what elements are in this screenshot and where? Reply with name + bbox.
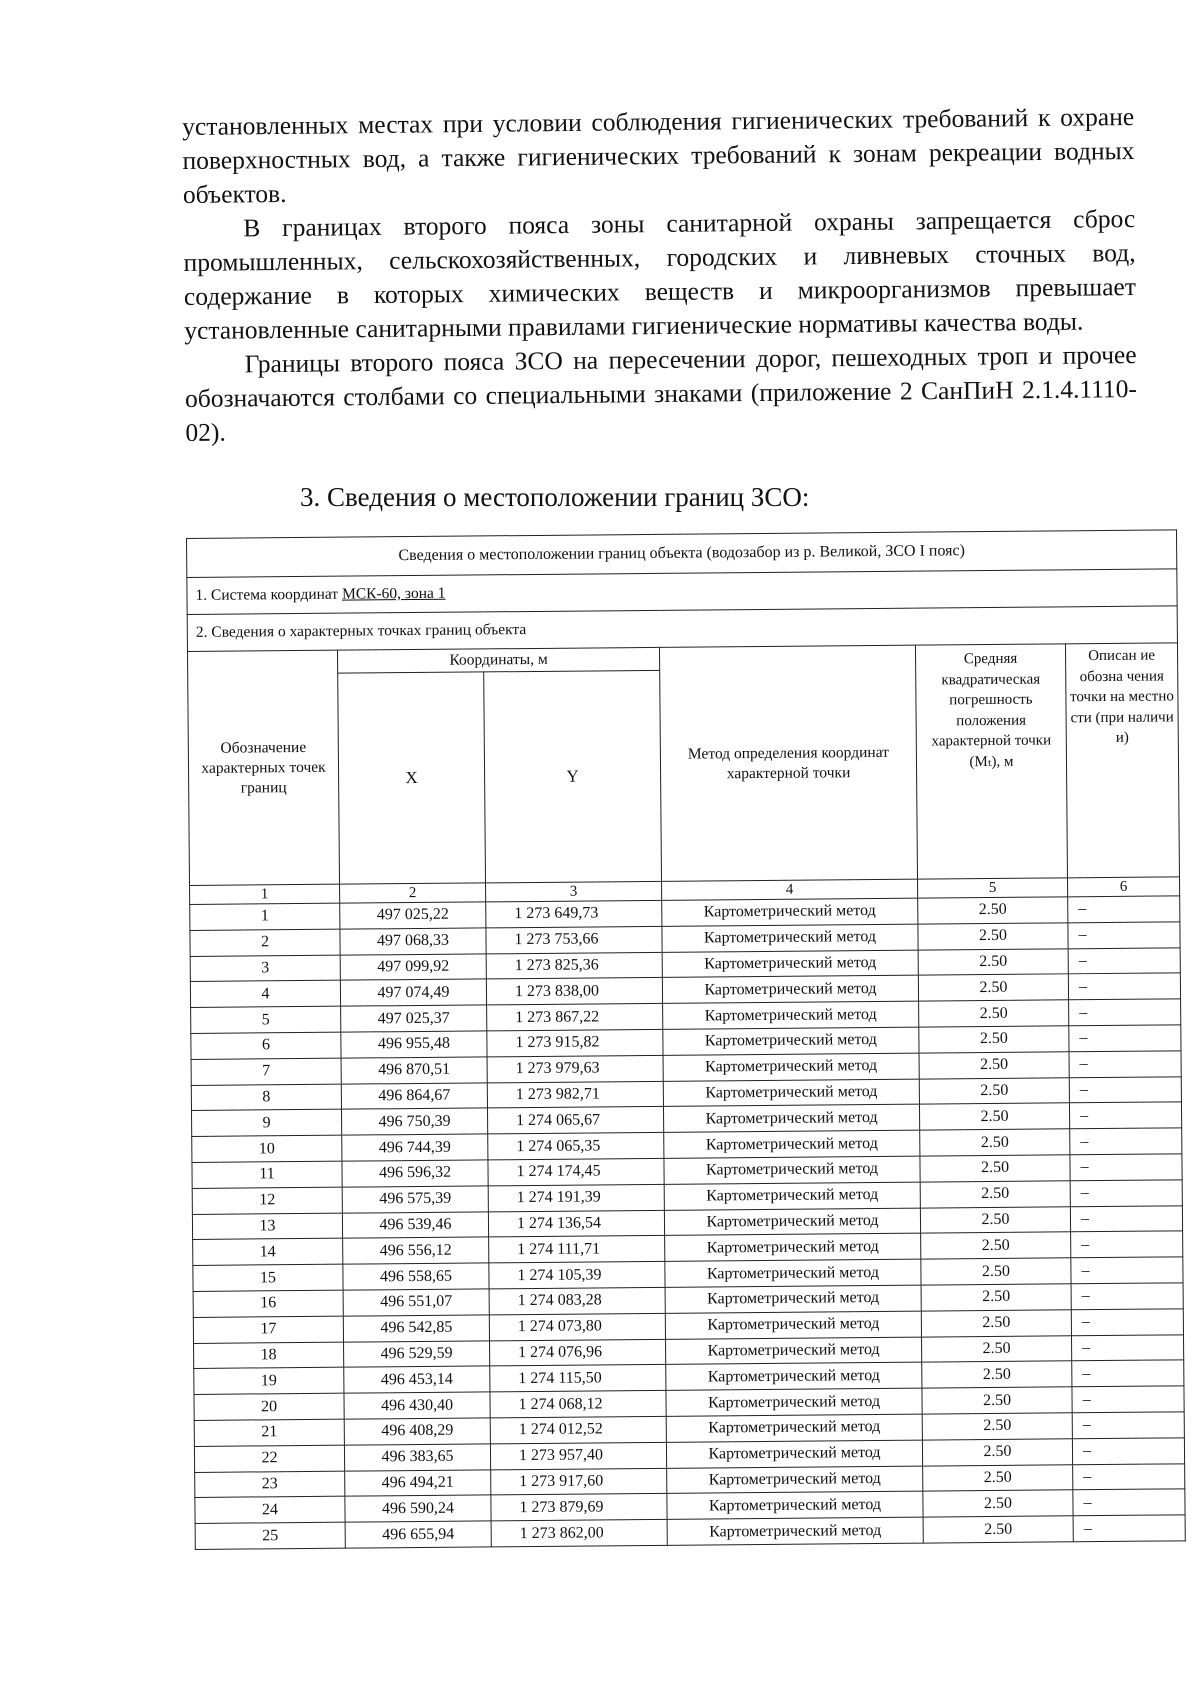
point-id-cell: 16 [193,1290,343,1317]
x-coordinate-cell: 497 025,22 [340,902,486,929]
error-cell: 2.50 [920,1129,1070,1156]
table-caption: Сведения о местоположении границ объекта (водозабор из р. Великой, ЗСО I пояс) [187,530,1177,578]
point-id-cell: 23 [195,1471,345,1498]
method-cell: Картометрический метод [667,1491,923,1519]
error-cell: 2.50 [920,1206,1070,1233]
point-id-cell: 20 [194,1393,344,1420]
description-cell: – [1073,1463,1185,1490]
paragraph-1: установленных местах при условии соблюдения гигиенических требований к охране поверхностных вод, а также гигиенических требований к зонам рекреации водных объектов. [182,102,1135,209]
description-cell: – [1073,1489,1185,1516]
method-cell: Картометрический метод [665,1311,921,1339]
points-section-title: 2. Сведения о характерных точках границ объекта [187,606,1177,652]
point-id-cell: 4 [190,981,340,1008]
point-id-cell: 11 [192,1161,342,1188]
x-coordinate-cell: 496 750,39 [341,1108,487,1135]
description-cell: – [1070,1128,1182,1155]
error-cell: 2.50 [919,1052,1069,1079]
description-cell: – [1070,1180,1182,1207]
point-id-cell: 5 [191,1006,341,1033]
body-text [182,100,1138,450]
method-cell: Картометрический метод [664,1156,920,1184]
point-id-cell: 15 [193,1264,343,1291]
table-body [190,896,1186,1550]
error-cell: 2.50 [921,1258,1071,1285]
x-coordinate-cell: 496 864,67 [341,1082,487,1109]
column-number: 3 [486,881,662,902]
x-coordinate-cell: 496 539,46 [342,1211,488,1238]
error-cell: 2.50 [921,1310,1071,1337]
y-coordinate-cell: 1 273 825,36 [486,952,662,979]
y-coordinate-cell: 1 274 065,35 [488,1133,664,1160]
y-coordinate-cell: 1 273 915,82 [487,1029,663,1056]
x-coordinate-cell: 496 590,24 [345,1495,491,1522]
description-cell: – [1068,973,1180,1000]
method-cell: Картометрический метод [665,1259,921,1287]
boundary-table-wrapper [186,529,1185,1550]
description-cell: – [1072,1412,1184,1439]
method-cell: Картометрический метод [664,1208,920,1236]
y-coordinate-cell: 1 273 838,00 [486,978,662,1005]
paragraph-3: Границы второго пояса ЗСО на пересечении дорог, пешеходных троп и прочее обозначаются столбами со специальными знаками (приложение 2 СанПиН 2.1.4.1110-02). [184,340,1138,447]
error-cell: 2.50 [922,1413,1072,1440]
point-id-cell: 6 [191,1032,341,1059]
x-coordinate-cell: 496 542,85 [343,1315,489,1342]
point-id-cell: 21 [194,1419,344,1446]
x-coordinate-cell: 496 430,40 [344,1392,490,1419]
error-cell: 2.50 [920,1181,1070,1208]
column-number: 5 [918,878,1068,898]
method-cell: Картометрический метод [666,1414,922,1442]
error-cell: 2.50 [919,1000,1069,1027]
x-coordinate-cell: 496 744,39 [342,1134,488,1161]
method-cell: Картометрический метод [667,1466,923,1494]
x-coordinate-cell: 496 383,65 [344,1444,490,1471]
description-cell: – [1071,1334,1183,1361]
column-number: 6 [1067,877,1179,897]
error-cell: 2.50 [920,1155,1070,1182]
x-coordinate-cell: 496 655,94 [345,1521,491,1548]
y-coordinate-cell: 1 274 115,50 [490,1365,666,1392]
point-id-cell: 3 [190,955,340,982]
column-number: 2 [340,883,486,903]
method-cell: Картометрический метод [662,924,918,952]
y-coordinate-cell: 1 274 012,52 [490,1416,666,1443]
point-id-cell: 24 [195,1496,345,1523]
error-cell: 2.50 [921,1284,1071,1311]
error-cell: 2.50 [922,1361,1072,1388]
point-id-cell: 12 [192,1187,342,1214]
y-coordinate-cell: 1 273 957,40 [490,1442,666,1469]
x-coordinate-cell: 496 575,39 [342,1186,488,1213]
column-number: 4 [662,879,918,900]
point-id-cell: 25 [195,1522,345,1549]
y-coordinate-cell: 1 274 191,39 [488,1184,664,1211]
header-description: Описан ие обозна чения точки на местно сти (при наличи и) [1065,643,1179,878]
y-coordinate-cell: 1 273 879,69 [491,1494,667,1521]
x-coordinate-cell: 496 551,07 [343,1289,489,1316]
method-cell: Картометрический метод [667,1517,923,1545]
error-cell: 2.50 [919,1026,1069,1053]
error-cell: 2.50 [922,1387,1072,1414]
x-coordinate-cell: 497 074,49 [340,979,486,1006]
y-coordinate-cell: 1 273 982,71 [487,1081,663,1108]
method-cell: Картометрический метод [664,1130,920,1158]
description-cell: – [1072,1360,1184,1387]
header-coordinates: Координаты, м [337,647,659,673]
point-id-cell: 18 [194,1342,344,1369]
x-coordinate-cell: 496 408,29 [344,1418,490,1445]
description-cell: – [1073,1515,1185,1542]
method-cell: Картометрический метод [665,1233,921,1261]
error-cell: 2.50 [922,1439,1072,1466]
coordinate-system-label: 1. Система координат [195,585,343,604]
y-coordinate-cell: 1 273 649,73 [486,900,662,927]
error-cell: 2.50 [919,1077,1069,1104]
boundary-points-table [186,529,1186,1550]
point-id-cell: 13 [192,1213,342,1240]
description-cell: – [1070,1154,1182,1181]
header-x: X [338,672,486,884]
point-id-cell: 19 [194,1367,344,1394]
error-cell: 2.50 [923,1464,1073,1491]
y-coordinate-cell: 1 274 076,96 [490,1339,666,1366]
coordinate-system-value: МСК-60, зона 1 [341,584,446,603]
method-cell: Картометрический метод [663,1027,919,1055]
description-cell: – [1071,1309,1183,1336]
y-coordinate-cell: 1 274 083,28 [489,1287,665,1314]
error-cell: 2.50 [918,948,1068,975]
header-method: Метод определения координат характерной точки [659,645,917,881]
point-id-cell: 14 [193,1239,343,1266]
error-cell: 2.50 [919,1103,1069,1130]
point-id-cell: 7 [191,1058,341,1085]
y-coordinate-cell: 1 274 073,80 [489,1313,665,1340]
method-cell: Картометрический метод [666,1362,922,1390]
description-cell: – [1071,1257,1183,1284]
y-coordinate-cell: 1 273 979,63 [487,1055,663,1082]
method-cell: Картометрический метод [663,1001,919,1029]
y-coordinate-cell: 1 274 111,71 [489,1236,665,1263]
description-cell: – [1070,1205,1182,1232]
error-cell: 2.50 [921,1232,1071,1259]
y-coordinate-cell: 1 273 753,66 [486,926,662,953]
header-y: Y [484,670,662,883]
error-cell: 2.50 [923,1490,1073,1517]
description-cell: – [1069,1076,1181,1103]
error-cell: 2.50 [918,897,1068,924]
description-cell: – [1071,1231,1183,1258]
point-id-cell: 10 [192,1135,342,1162]
description-cell: – [1069,1025,1181,1052]
error-cell: 2.50 [918,974,1068,1001]
description-cell: – [1072,1386,1184,1413]
y-coordinate-cell: 1 274 136,54 [488,1210,664,1237]
y-coordinate-cell: 1 274 105,39 [489,1262,665,1289]
header-error: Средняя квадратическая погрешность положения характерной точки (Mₜ), м [915,644,1067,879]
error-cell: 2.50 [921,1335,1071,1362]
method-cell: Картометрический метод [663,1079,919,1107]
method-cell: Картометрический метод [662,976,918,1004]
description-cell: – [1068,947,1180,974]
x-coordinate-cell: 496 529,59 [344,1340,490,1367]
description-cell: – [1068,896,1180,923]
point-id-cell: 22 [194,1445,344,1472]
x-coordinate-cell: 496 596,32 [342,1160,488,1187]
x-coordinate-cell: 497 099,92 [340,953,486,980]
method-cell: Картометрический метод [664,1182,920,1210]
y-coordinate-cell: 1 273 862,00 [491,1519,667,1546]
x-coordinate-cell: 496 453,14 [344,1366,490,1393]
point-id-cell: 2 [190,929,340,956]
point-id-cell: 9 [191,1110,341,1137]
point-id-cell: 17 [193,1316,343,1343]
description-cell: – [1068,922,1180,949]
error-cell: 2.50 [923,1516,1073,1543]
description-cell: – [1071,1283,1183,1310]
description-cell: – [1069,1051,1181,1078]
x-coordinate-cell: 497 068,33 [340,928,486,955]
x-coordinate-cell: 497 025,37 [341,1005,487,1032]
description-cell: – [1069,999,1181,1026]
method-cell: Картометрический метод [665,1285,921,1313]
y-coordinate-cell: 1 274 174,45 [488,1158,664,1185]
description-cell: – [1069,1102,1181,1129]
x-coordinate-cell: 496 955,48 [341,1031,487,1058]
point-id-cell: 8 [191,1084,341,1111]
method-cell: Картометрический метод [663,1104,919,1132]
method-cell: Картометрический метод [666,1388,922,1416]
y-coordinate-cell: 1 274 065,67 [487,1107,663,1134]
description-cell: – [1072,1438,1184,1465]
paragraph-2: В границах второго пояса зоны санитарной охраны запрещается сброс промышленных, сельскохозяйственных, городских и ливневых сточных вод, содержание в которых химических веществ и микроорганизмов превышает установленные санитарными правилами гигиенические нормативы качества воды. [183,204,1137,345]
x-coordinate-cell: 496 558,65 [343,1263,489,1290]
error-cell: 2.50 [918,923,1068,950]
y-coordinate-cell: 1 273 917,60 [491,1468,667,1495]
header-designation: Обозначение характерных точек границ [187,650,339,885]
y-coordinate-cell: 1 274 068,12 [490,1390,666,1417]
point-id-cell: 1 [190,903,340,930]
method-cell: Картометрический метод [666,1337,922,1365]
x-coordinate-cell: 496 556,12 [343,1237,489,1264]
x-coordinate-cell: 496 494,21 [345,1469,491,1496]
method-cell: Картометрический метод [663,1053,919,1081]
y-coordinate-cell: 1 273 867,22 [487,1004,663,1031]
method-cell: Картометрический метод [666,1440,922,1468]
section-title: 3. Сведения о местоположении границ ЗСО: [300,482,810,512]
method-cell: Картометрический метод [662,898,918,926]
column-number: 1 [190,884,340,904]
method-cell: Картометрический метод [662,950,918,978]
x-coordinate-cell: 496 870,51 [341,1057,487,1084]
